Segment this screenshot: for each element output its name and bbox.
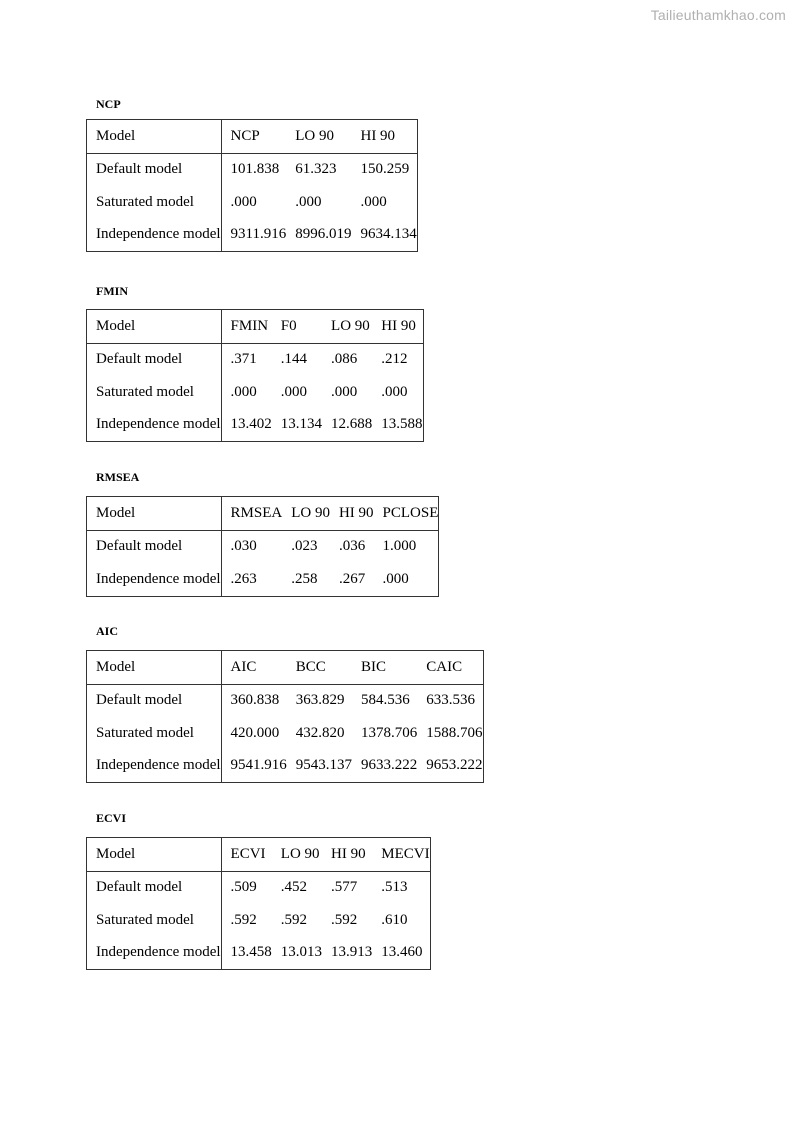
header-cell: LO 90 bbox=[272, 838, 322, 872]
table-cell: .263 bbox=[230, 570, 257, 587]
table-cell: 101.838 bbox=[230, 161, 280, 178]
table-cell: 13.013 bbox=[280, 944, 323, 961]
table-cell: .036 bbox=[338, 538, 366, 555]
table-cell: .000 bbox=[230, 383, 257, 400]
row-label: Independence model bbox=[87, 219, 222, 252]
header-cell: HI 90 bbox=[330, 497, 374, 531]
table-cell: 360.838 bbox=[230, 692, 280, 709]
table-header-row bbox=[87, 651, 484, 685]
table-cell: 1588.706 bbox=[426, 724, 483, 741]
row-label: Saturated model bbox=[87, 186, 222, 219]
row-label: Independence model bbox=[87, 750, 222, 783]
header-cell: LO 90 bbox=[322, 310, 372, 344]
header-cell: ECVI bbox=[221, 838, 272, 872]
table-cell: 9653.222 bbox=[426, 757, 483, 774]
section-title: RMSEA bbox=[96, 470, 140, 484]
table-cell: 8996.019 bbox=[295, 226, 352, 243]
table-cell: 9541.916 bbox=[230, 757, 287, 774]
rmsea-table bbox=[86, 496, 439, 597]
table-cell: .592 bbox=[230, 911, 257, 928]
header-cell: Model bbox=[87, 120, 222, 154]
table-header-row bbox=[87, 310, 424, 344]
table-cell: 61.323 bbox=[295, 161, 337, 178]
table-cell: 13.458 bbox=[230, 944, 272, 961]
table-row bbox=[87, 684, 484, 717]
header-cell: LO 90 bbox=[282, 497, 330, 531]
aic-table bbox=[86, 650, 484, 783]
table-header-row bbox=[87, 497, 439, 531]
table-cell: 150.259 bbox=[360, 161, 410, 178]
table-row bbox=[87, 750, 484, 783]
table-cell: 1.000 bbox=[382, 538, 417, 555]
header-cell: MECVI bbox=[372, 838, 430, 872]
section-title: FMIN bbox=[96, 284, 128, 298]
table-cell: .592 bbox=[280, 911, 308, 928]
row-label: Saturated model bbox=[87, 904, 222, 937]
table-cell: .577 bbox=[331, 879, 358, 896]
header-cell: BIC bbox=[352, 651, 417, 685]
header-cell: CAIC bbox=[417, 651, 483, 685]
table-cell: .258 bbox=[291, 570, 318, 587]
table-cell: .592 bbox=[331, 911, 358, 928]
header-cell: RMSEA bbox=[221, 497, 282, 531]
table-row bbox=[87, 219, 418, 252]
header-cell: Model bbox=[87, 838, 222, 872]
watermark: Tailieuthamkhao.com bbox=[650, 7, 786, 23]
table-cell: 13.134 bbox=[280, 416, 323, 433]
header-cell: LO 90 bbox=[286, 120, 351, 154]
header-cell: HI 90 bbox=[322, 838, 372, 872]
table-cell: 633.536 bbox=[426, 692, 476, 709]
row-label: Default model bbox=[87, 530, 222, 563]
table-cell: 9633.222 bbox=[361, 757, 418, 774]
table-cell: .144 bbox=[280, 351, 308, 368]
table-cell: .000 bbox=[381, 383, 408, 400]
header-cell: Model bbox=[87, 310, 222, 344]
table-cell: .030 bbox=[230, 538, 257, 555]
header-cell: AIC bbox=[221, 651, 287, 685]
row-label: Saturated model bbox=[87, 717, 222, 750]
table-cell: 1378.706 bbox=[361, 724, 418, 741]
table-cell: .509 bbox=[230, 879, 257, 896]
header-cell: FMIN bbox=[221, 310, 272, 344]
table-cell: 432.820 bbox=[295, 724, 345, 741]
table-row bbox=[87, 186, 418, 219]
table-cell: .000 bbox=[295, 193, 322, 210]
section-title: AIC bbox=[96, 624, 119, 638]
table-cell: .000 bbox=[360, 193, 387, 210]
header-cell: HI 90 bbox=[372, 310, 423, 344]
header-cell: NCP bbox=[221, 120, 286, 154]
table-cell: .610 bbox=[381, 911, 408, 928]
header-cell: F0 bbox=[272, 310, 322, 344]
table-row bbox=[87, 904, 431, 937]
table-cell: .513 bbox=[381, 879, 408, 896]
table-row bbox=[87, 871, 431, 904]
table-cell: .023 bbox=[291, 538, 318, 555]
table-cell: 13.402 bbox=[230, 416, 272, 433]
table-cell: 9311.916 bbox=[230, 226, 287, 243]
table-cell: .267 bbox=[338, 570, 366, 587]
table-row bbox=[87, 376, 424, 409]
table-cell: .000 bbox=[280, 383, 308, 400]
header-cell: Model bbox=[87, 651, 222, 685]
table-row bbox=[87, 343, 424, 376]
table-cell: 363.829 bbox=[295, 692, 345, 709]
fmin-table bbox=[86, 309, 424, 442]
table-cell: .000 bbox=[382, 570, 409, 587]
ncp-table bbox=[86, 119, 418, 252]
row-label: Default model bbox=[87, 153, 222, 186]
section-title: NCP bbox=[96, 97, 121, 111]
table-row bbox=[87, 409, 424, 442]
row-label: Default model bbox=[87, 343, 222, 376]
header-cell: HI 90 bbox=[351, 120, 417, 154]
row-label: Independence model bbox=[87, 563, 222, 596]
table-cell: .086 bbox=[331, 351, 358, 368]
table-row bbox=[87, 937, 431, 970]
table-cell: 13.460 bbox=[381, 944, 423, 961]
row-label: Independence model bbox=[87, 409, 222, 442]
header-cell: PCLOSE bbox=[374, 497, 439, 531]
table-row bbox=[87, 153, 418, 186]
table-cell: .000 bbox=[331, 383, 358, 400]
table-cell: 13.588 bbox=[381, 416, 423, 433]
row-label: Default model bbox=[87, 684, 222, 717]
table-cell: .212 bbox=[381, 351, 408, 368]
header-cell: BCC bbox=[287, 651, 352, 685]
row-label: Default model bbox=[87, 871, 222, 904]
table-row bbox=[87, 563, 439, 596]
table-row bbox=[87, 530, 439, 563]
table-cell: .371 bbox=[230, 351, 257, 368]
header-cell: Model bbox=[87, 497, 222, 531]
row-label: Independence model bbox=[87, 937, 222, 970]
table-cell: 13.913 bbox=[331, 944, 373, 961]
table-cell: 9634.134 bbox=[360, 226, 417, 243]
table-row bbox=[87, 717, 484, 750]
table-cell: 584.536 bbox=[361, 692, 410, 709]
table-header-row bbox=[87, 838, 431, 872]
table-cell: .000 bbox=[230, 193, 257, 210]
section-title: ECVI bbox=[96, 811, 127, 825]
table-cell: .452 bbox=[280, 879, 308, 896]
ecvi-table bbox=[86, 837, 431, 970]
table-header-row bbox=[87, 120, 418, 154]
table-cell: 12.688 bbox=[331, 416, 373, 433]
table-cell: 9543.137 bbox=[295, 757, 353, 774]
table-cell: 420.000 bbox=[230, 724, 280, 741]
row-label: Saturated model bbox=[87, 376, 222, 409]
